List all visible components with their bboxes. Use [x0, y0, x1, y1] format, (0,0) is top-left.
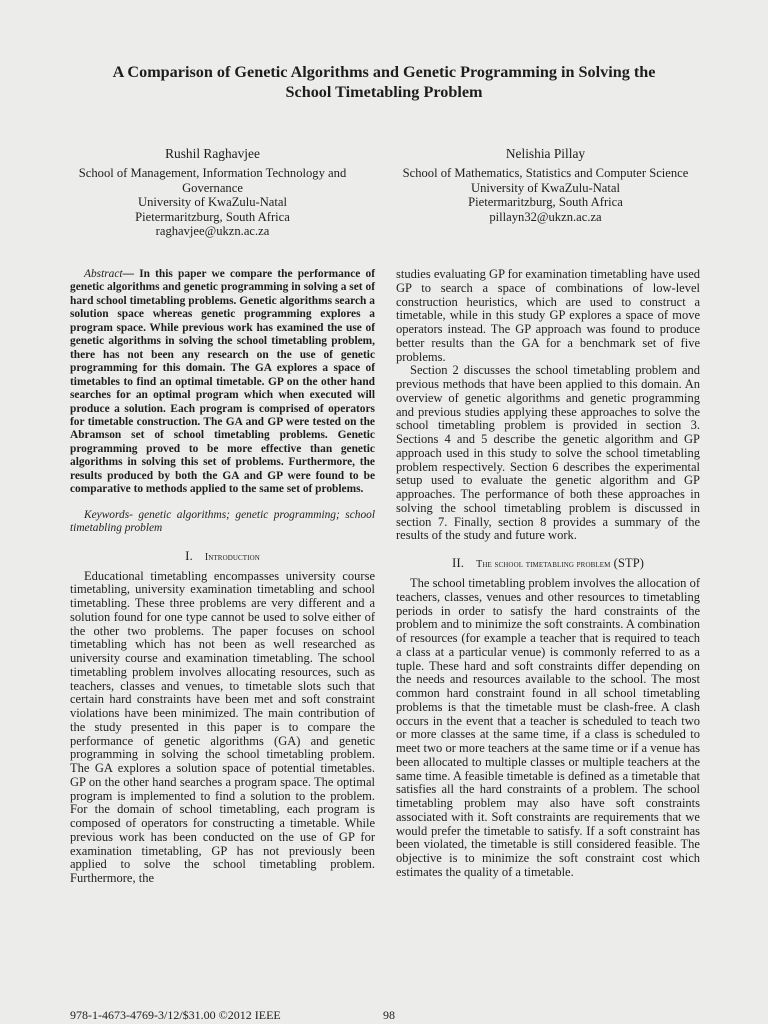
section-title: Introduction [204, 551, 260, 563]
author-location: Pietermaritzburg, South Africa [468, 195, 623, 210]
right-column [396, 268, 700, 880]
title-line-2: School Timetabling Problem [285, 83, 483, 101]
author-university: University of KwaZulu-Natal [138, 195, 287, 210]
author-email: pillayn32@ukzn.ac.za [489, 209, 602, 224]
title-line-1: A Comparison of Genetic Algorithms and Genetic Programming in Solving the [112, 63, 656, 81]
intro-continuation-paragraph: studies evaluating GP for examination timetabling have used GP to search a space of combinations of low-level construction heuristics, which are used to construct a timetable, while in this study GP explores a space of move operators instead. The GP approach was found to produce better results than the GA for a benchmark set of five problems. [396, 267, 700, 364]
author-block-1 [70, 147, 355, 238]
abstract-text: In this paper we compare the performance of genetic algorithms and genetic programming in solving a set of hard school timetabling problems. Genetic algorithms search a solution space whereas genetic programming explores a program space. While previous work has examined the use of genetic algorithms in solving the school timetabling problem, there has not been any research on the use of genetic programming for this domain. The GA explores a space of timetables to find an optimal timetable. GP on the other hand searches for an optimal program which when executed will produce a solution. Each program is comprised of operators for timetable construction. The GA and GP were tested on the Abramson set of school timetabling problems. Genetic programming proved to be more effective than genetic algorithms in solving this set of problems. Furthermore, the results produced by both the GA and GP were found to be comparative to methods applied to the same set of problems. [70, 268, 375, 496]
author-university: University of KwaZulu-Natal [471, 180, 620, 195]
intro-paragraph: Educational timetabling encompasses university course timetabling, university examination timetabling and school timetabling. These three problems are very different and a solution found for one type cannot be used to solve either of the other two problems. The paper focuses on school timetabling which has not been as well researched as university course and examination timetabling. The school timetabling problem involves allocating resources, such as teachers, classes and venues, to timetable slots such that certain hard constraints have been met and soft constraint violations have been minimized. The main contribution of the study presented in this paper is to compare the performance of genetic algorithms (GA) and genetic programming in solving the school timetabling problem. The GA explores a solution space of potential timetables. GP on the other hand searches a program space. The optimal program is implemented to find a solution to the problem. For the domain of school timetabling, each program is composed of operators for constructing a timetable. While previous work has been conducted on the use of GP for examination timetabling, GP has not previously been applied to solve the school timetabling problem. Furthermore, the [70, 568, 375, 886]
left-column [70, 268, 375, 886]
keywords-label: Keywords- [84, 508, 133, 521]
keywords [70, 509, 375, 536]
stp-paragraph: The school timetabling problem involves the allocation of teachers, classes, venues and other resources to timetabling periods in order to satisfy the hard constraints of the problem and to minimize the soft constraints. A combination of resources (for example a teacher that is required to teach a class at a particular venue) is commonly referred to as a tuple. These hard and soft constraints differ depending on the needs and resources available to the school. The most common hard constraint found in all school timetabling problems is that the timetable must be clash-free. A clash occurs in the event that a teacher is scheduled to teach two or more classes at the same time, if a class is scheduled to meet two or more teachers at the same time or if a venue has been allocated to multiple classes or multiple teachers at the same time. A feasible timetable is defined as a timetable that satisfies all the hard constraints of a problem. The school timetabling problem may also have soft constraints associated with it. Soft constraints are requirements that we would prefer the timetable to satisfy. If a soft constraint has been violated, the timetable is still considered feasible. The objective is to minimize the soft constraint cost which estimates the quality of a timetable. [396, 576, 700, 879]
section-title-abbrev: (STP) [610, 556, 645, 570]
author-location: Pietermaritzburg, South Africa [135, 209, 290, 224]
copyright-footer: 978-1-4673-4769-3/12/$31.00 ©2012 IEEE [70, 1008, 281, 1022]
author-department: School of Mathematics, Statistics and Computer Science [402, 166, 689, 181]
abstract-label: Abstract [84, 268, 123, 280]
section-title: The school timetabling problem [476, 559, 611, 570]
section-heading-stp [396, 555, 700, 571]
section-number: I. [185, 547, 193, 563]
abstract-dash: — [122, 268, 140, 280]
author-block-2 [393, 147, 698, 224]
author-name: Rushil Raghavjee [165, 146, 260, 161]
author-name: Nelishia Pillay [505, 146, 586, 161]
section-heading-introduction [70, 548, 375, 564]
paper-title [40, 62, 728, 102]
abstract [70, 268, 375, 497]
section-number: II. [451, 555, 465, 570]
author-email: raghavjee@ukzn.ac.za [155, 224, 270, 239]
keywords-text: genetic algorithms; genetic programming; school timetabling problem [70, 508, 375, 535]
author-department: School of Management, Information Technology and Governance [78, 166, 347, 195]
section-overview-paragraph: Section 2 discusses the school timetabling problem and previous methods that have been applied to this domain. An overview of genetic algorithms and genetic programming and previous studies applying these approaches to solve the school timetabling problem is provided in section 3. Sections 4 and 5 describe the genetic algorithm and GP approach used in this study to solve the school timetabling problem respectively. Section 6 describes the experimental setup used to evaluate the genetic algorithm and GP approaches. The performance of both these approaches in solving the school timetabling problem is discussed in section 7. Finally, section 8 provides a summary of the results of the study and future work. [396, 363, 700, 543]
page-number: 98 [383, 1008, 395, 1022]
